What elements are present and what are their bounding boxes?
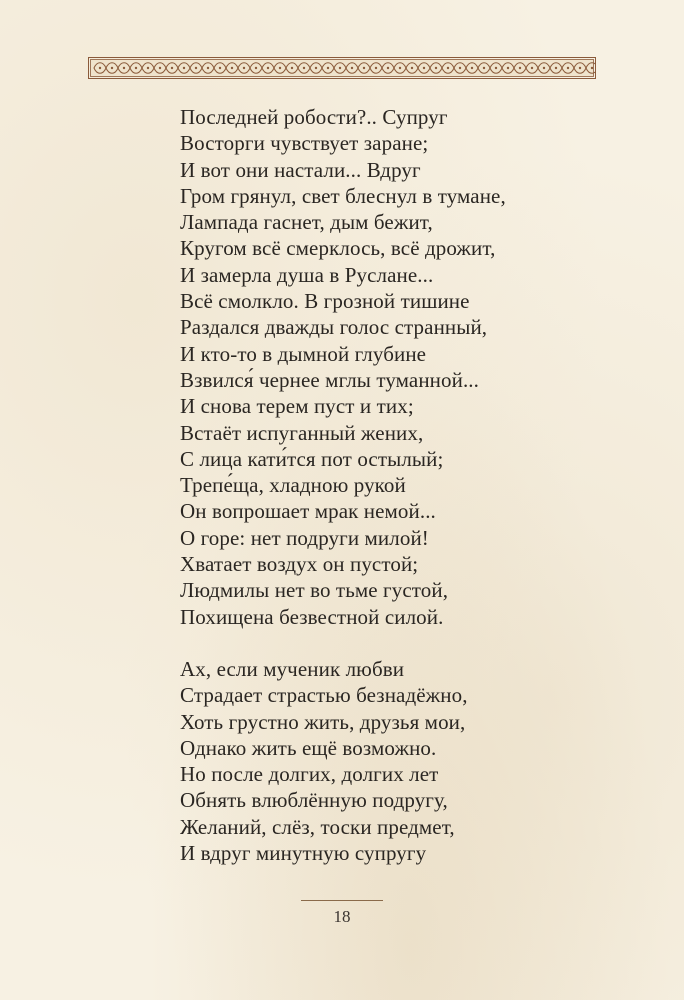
page-number: 18 [333,907,351,926]
poem-line: Раздался дважды голос странный, [180,315,488,340]
decorative-border-icon [88,57,596,79]
poem-line: Желаний, слёз, тоски предмет, [180,814,455,839]
poem-line: Последней робости?.. Супруг [180,105,448,129]
stanza [180,656,620,866]
poem-line: Хватает воздух он пустой; [180,552,419,577]
poem-line: Обнять влюблённую подругу, [180,788,448,813]
poem-line: И замерла душа в Руслане... [180,262,434,287]
poem-line: Страдает страстью безнадёжно, [180,683,468,708]
poem-line: Всё смолкло. В грозной тишине [180,289,470,314]
poem-line: Лампада гаснет, дым бежит, [180,210,433,235]
poem-line: Взвился́ чернее мглы туманной... [180,367,480,392]
poem-line: И вдруг минутную супругу [180,841,427,866]
poem-line: Людмилы нет во тьме густой, [180,578,449,603]
poem-line: Похищена безвестной силой. [180,604,444,629]
poem-line: И кто-то в дымной глубине [180,341,427,366]
poem-line: Но после долгих, долгих лет [180,762,439,787]
poem-line: Хоть грустно жить, друзья мои, [180,709,466,734]
poem-line: Гром грянул, свет блеснул в тумане, [180,183,506,208]
poem-line: Трепе́ща, хладною рукой [180,473,406,498]
poem-line: С лица кати́тся пот остылый; [180,446,444,471]
poem-text [180,104,620,866]
poem-line: И снова терем пуст и тих; [180,394,414,419]
footer-divider [301,900,383,901]
poem-line: Встаёт испуганный жених, [180,420,424,445]
poem-line: Он вопрошает мрак немой... [180,499,436,524]
poem-line: И вот они настали... Вдруг [180,157,421,182]
stanza [180,104,620,630]
poem-line: Кругом всё смерклось, всё дрожит, [180,236,496,261]
poem-line: Однако жить ещё возможно. [180,735,437,760]
poem-line: О горе: нет подруги милой! [180,525,429,550]
poem-line: Ах, если мученик любви [180,656,405,681]
poem-line: Восторги чувствует заране; [180,131,429,156]
